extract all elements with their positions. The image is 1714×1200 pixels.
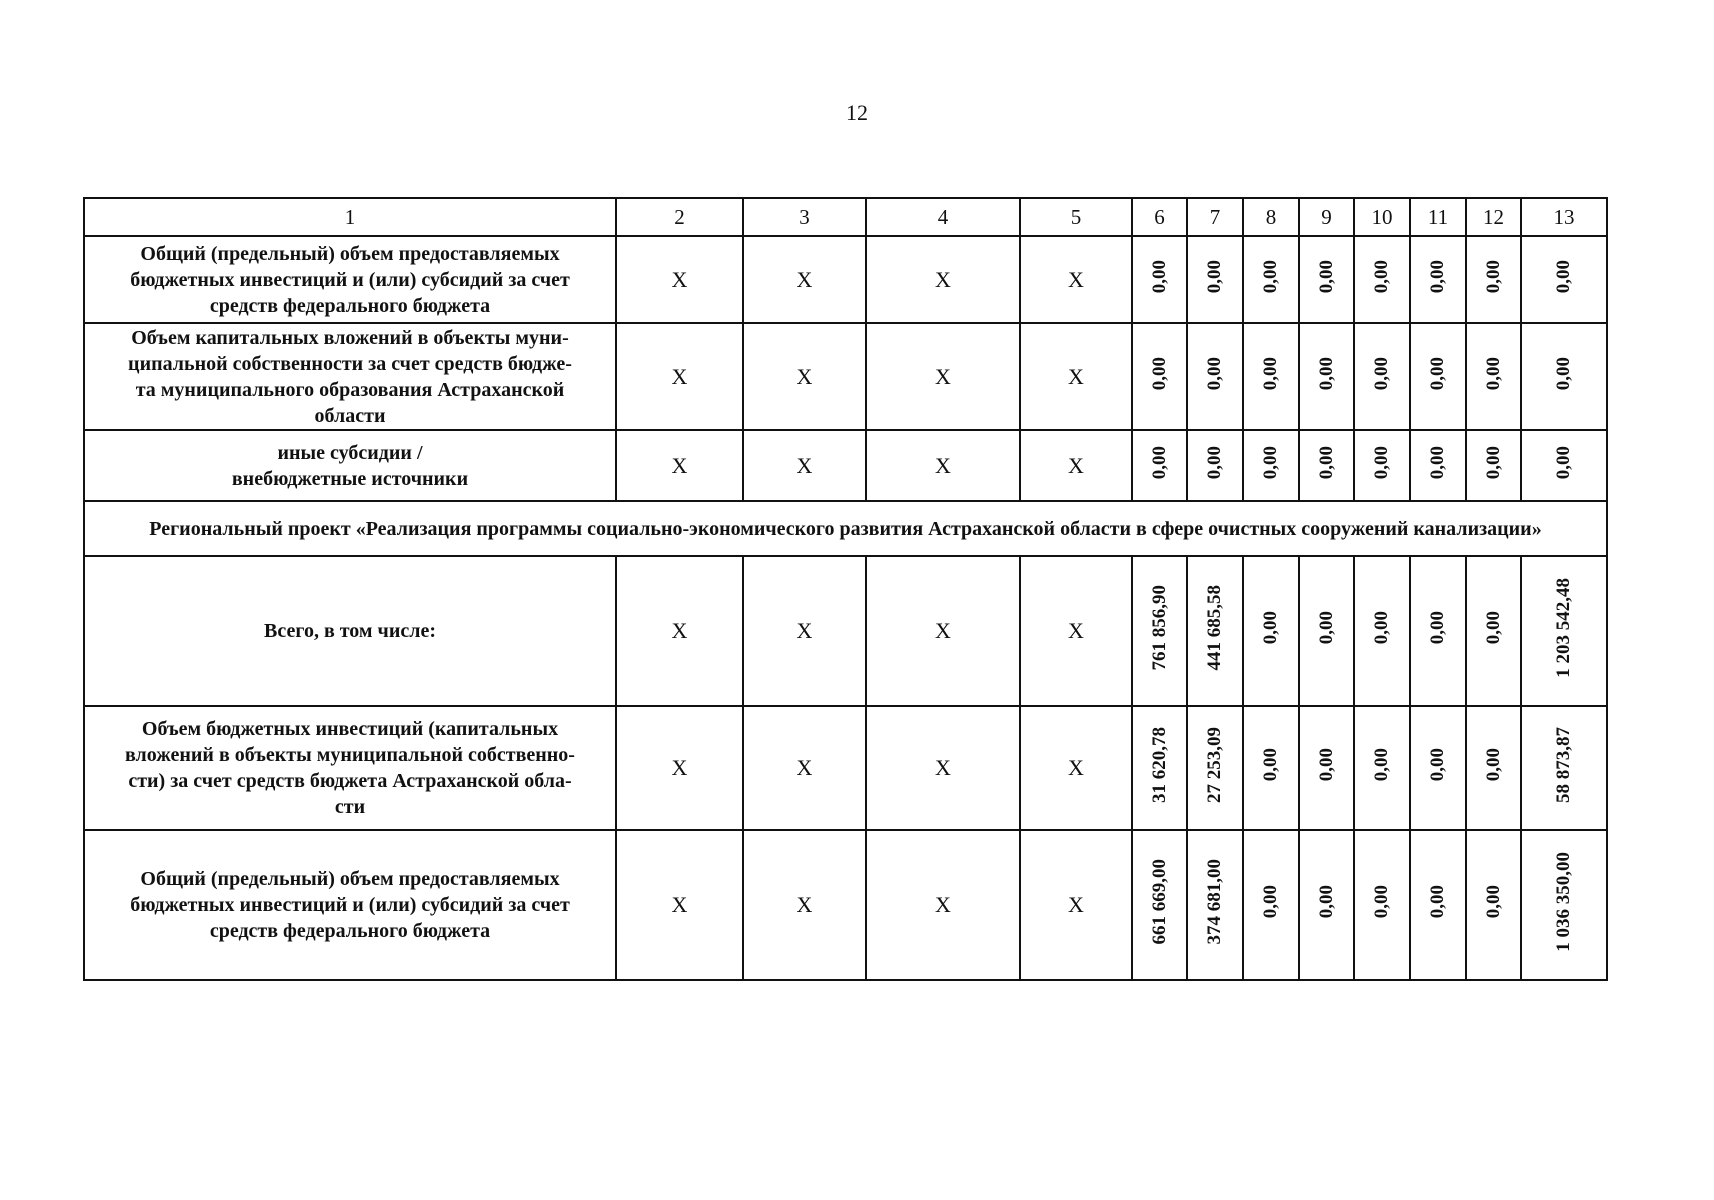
- value-cell: [1410, 323, 1466, 430]
- value-text: 0,00: [1148, 356, 1170, 391]
- value-cell: [1410, 430, 1466, 501]
- value-text: 0,00: [1553, 356, 1574, 391]
- value-text: 0,00: [1260, 611, 1281, 645]
- value-cell: [1243, 323, 1299, 430]
- column-number-cell: 6: [1132, 198, 1187, 236]
- value-cell: [1521, 236, 1607, 323]
- value-text: 0,00: [1427, 259, 1448, 294]
- section-header-row: [84, 501, 1607, 556]
- x-mark-cell: X: [866, 706, 1020, 830]
- row-label-cell: [84, 323, 616, 430]
- value-cell: [1299, 830, 1354, 980]
- value-cell: [1299, 430, 1354, 501]
- x-mark-cell: X: [1020, 430, 1132, 501]
- value-text: 31 620,78: [1148, 727, 1170, 803]
- value-text: 0,00: [1371, 259, 1392, 294]
- value-cell: [1410, 236, 1466, 323]
- value-text: 0,00: [1260, 259, 1281, 294]
- page-number: 12: [846, 100, 868, 125]
- value-cell: [1132, 236, 1187, 323]
- value-cell: [1354, 430, 1410, 501]
- value-text: 0,00: [1553, 259, 1574, 294]
- value-text: 0,00: [1482, 611, 1504, 645]
- x-mark-cell: X: [1020, 323, 1132, 430]
- value-cell: [1299, 706, 1354, 830]
- value-text: 0,00: [1204, 356, 1225, 391]
- x-mark-cell: X: [743, 430, 866, 501]
- row-label-line: иные субсидии /: [277, 441, 423, 464]
- x-mark-cell: X: [1020, 706, 1132, 830]
- column-number-cell: 4: [866, 198, 1020, 236]
- value-text: 0,00: [1482, 885, 1504, 919]
- value-cell: [1521, 706, 1607, 830]
- value-cell: [1132, 556, 1187, 706]
- value-cell: [1521, 830, 1607, 980]
- value-cell: [1132, 323, 1187, 430]
- value-text: 0,00: [1260, 885, 1281, 919]
- x-mark-cell: X: [1020, 236, 1132, 323]
- table-body: [84, 198, 1607, 980]
- value-cell: [1243, 706, 1299, 830]
- row-label-line: Всего, в том числе:: [264, 620, 436, 642]
- value-cell: [1187, 323, 1243, 430]
- value-text: 58 873,87: [1553, 727, 1574, 803]
- x-mark-cell: X: [866, 556, 1020, 706]
- value-text: 0,00: [1371, 611, 1392, 645]
- x-mark-cell: X: [616, 430, 743, 501]
- table-row: [84, 236, 1607, 323]
- x-mark-cell: X: [743, 830, 866, 980]
- row-label-line: Объем бюджетных инвестиций (капитальных: [141, 718, 559, 740]
- x-mark-cell: X: [866, 323, 1020, 430]
- value-cell: [1243, 430, 1299, 501]
- column-number-cell: 3: [743, 198, 866, 236]
- x-mark-cell: X: [743, 706, 866, 830]
- x-mark-cell: X: [616, 830, 743, 980]
- value-text: 0,00: [1260, 748, 1281, 782]
- value-text: 0,00: [1371, 445, 1392, 480]
- column-number-cell: 1: [84, 198, 616, 236]
- value-text: 0,00: [1315, 356, 1337, 391]
- value-cell: [1466, 236, 1521, 323]
- x-mark-cell: X: [743, 236, 866, 323]
- x-mark-cell: X: [1020, 556, 1132, 706]
- value-text: 0,00: [1371, 885, 1392, 919]
- value-cell: [1187, 430, 1243, 501]
- value-text: 0,00: [1427, 885, 1448, 919]
- row-label-line: та муниципального образования Астраханской: [135, 378, 565, 401]
- row-label-line: внебюджетные источники: [231, 467, 469, 490]
- x-mark-cell: X: [743, 323, 866, 430]
- value-text: 0,00: [1148, 445, 1170, 480]
- column-number-cell: 12: [1466, 198, 1521, 236]
- value-cell: [1410, 556, 1466, 706]
- value-cell: [1187, 830, 1243, 980]
- value-text: 661 669,00: [1148, 859, 1170, 945]
- value-cell: [1132, 706, 1187, 830]
- row-label-line: бюджетных инвестиций и (или) субсидий за счет: [130, 894, 570, 916]
- value-cell: [1132, 430, 1187, 501]
- value-text: 0,00: [1427, 356, 1448, 391]
- table-row: [84, 706, 1607, 830]
- x-mark-cell: X: [616, 323, 743, 430]
- value-cell: [1243, 236, 1299, 323]
- value-cell: [1410, 830, 1466, 980]
- table-row: [84, 830, 1607, 980]
- row-label-line: ципальной собственности за счет средств бюдже-: [128, 352, 572, 375]
- row-label-cell: [84, 430, 616, 501]
- column-number-cell: 9: [1299, 198, 1354, 236]
- row-label-cell: [84, 830, 616, 980]
- value-text: 0,00: [1482, 445, 1504, 480]
- row-label-line: Объем капитальных вложений в объекты муни-: [131, 326, 569, 349]
- column-number-cell: 8: [1243, 198, 1299, 236]
- row-label-cell: [84, 556, 616, 706]
- table-row: [84, 556, 1607, 706]
- value-cell: [1466, 706, 1521, 830]
- value-cell: [1354, 323, 1410, 430]
- value-cell: [1466, 430, 1521, 501]
- row-label-line: Общий (предельный) объем предоставляемых: [140, 242, 560, 265]
- x-mark-cell: X: [616, 556, 743, 706]
- value-cell: [1299, 556, 1354, 706]
- x-mark-cell: X: [743, 556, 866, 706]
- x-mark-cell: X: [616, 706, 743, 830]
- value-cell: [1243, 830, 1299, 980]
- x-mark-cell: X: [1020, 830, 1132, 980]
- row-label-line: бюджетных инвестиций и (или) субсидий за счет: [130, 268, 570, 291]
- column-number-cell: 10: [1354, 198, 1410, 236]
- row-label-line: средств федерального бюджета: [209, 294, 491, 317]
- value-text: 761 856,90: [1148, 585, 1170, 671]
- value-cell: [1354, 236, 1410, 323]
- value-text: 0,00: [1427, 611, 1448, 645]
- value-text: 0,00: [1315, 259, 1337, 294]
- column-number-cell: 13: [1521, 198, 1607, 236]
- value-cell: [1354, 706, 1410, 830]
- value-text: 0,00: [1148, 259, 1170, 294]
- value-text: 374 681,00: [1204, 859, 1225, 945]
- row-label-cell: [84, 236, 616, 323]
- row-label-line: средств федерального бюджета: [209, 920, 491, 942]
- value-text: 0,00: [1315, 885, 1337, 919]
- budget-table: [83, 197, 1608, 981]
- value-text: 0,00: [1482, 259, 1504, 294]
- row-label-line: сти) за счет средств бюджета Астраханской обла-: [128, 770, 572, 792]
- value-cell: [1521, 556, 1607, 706]
- row-label-line: Общий (предельный) объем предоставляемых: [140, 868, 560, 890]
- value-cell: [1187, 706, 1243, 830]
- value-text: 0,00: [1482, 356, 1504, 391]
- column-number-cell: 7: [1187, 198, 1243, 236]
- table-row: [84, 323, 1607, 430]
- value-text: 1 036 350,00: [1553, 852, 1574, 952]
- section-header-cell: Региональный проект «Реализация программы социально-экономического развития Астраханской области в сфере очистных сооружений канализации»: [84, 501, 1607, 556]
- value-cell: [1354, 830, 1410, 980]
- x-mark-cell: X: [616, 236, 743, 323]
- value-text: 0,00: [1315, 611, 1337, 645]
- x-mark-cell: X: [866, 430, 1020, 501]
- value-cell: [1243, 556, 1299, 706]
- value-text: 0,00: [1204, 259, 1225, 294]
- value-text: 0,00: [1482, 748, 1504, 782]
- value-cell: [1299, 323, 1354, 430]
- value-text: 0,00: [1553, 445, 1574, 480]
- value-cell: [1466, 323, 1521, 430]
- value-text: 0,00: [1315, 748, 1337, 782]
- value-text: 0,00: [1260, 356, 1281, 391]
- value-cell: [1299, 236, 1354, 323]
- x-mark-cell: X: [866, 236, 1020, 323]
- row-label-line: области: [314, 404, 386, 427]
- column-number-cell: 2: [616, 198, 743, 236]
- value-text: 441 685,58: [1204, 585, 1225, 671]
- value-text: 0,00: [1371, 748, 1392, 782]
- column-number-row: [84, 198, 1607, 236]
- row-label-line: вложений в объекты муниципальной собственно-: [125, 744, 575, 766]
- value-cell: [1132, 830, 1187, 980]
- value-cell: [1521, 323, 1607, 430]
- table-row: [84, 430, 1607, 501]
- value-text: 0,00: [1260, 445, 1281, 480]
- value-cell: [1410, 706, 1466, 830]
- value-text: 27 253,09: [1204, 727, 1225, 803]
- value-text: 1 203 542,48: [1553, 578, 1574, 678]
- x-mark-cell: X: [866, 830, 1020, 980]
- value-cell: [1521, 430, 1607, 501]
- value-text: 0,00: [1427, 748, 1448, 782]
- value-text: 0,00: [1315, 445, 1337, 480]
- row-label-line: сти: [334, 796, 366, 818]
- value-text: 0,00: [1204, 445, 1225, 480]
- value-text: 0,00: [1427, 445, 1448, 480]
- value-cell: [1466, 556, 1521, 706]
- value-cell: [1466, 830, 1521, 980]
- value-cell: [1187, 236, 1243, 323]
- value-text: 0,00: [1371, 356, 1392, 391]
- value-cell: [1354, 556, 1410, 706]
- value-cell: [1187, 556, 1243, 706]
- column-number-cell: 11: [1410, 198, 1466, 236]
- column-number-cell: 5: [1020, 198, 1132, 236]
- row-label-cell: [84, 706, 616, 830]
